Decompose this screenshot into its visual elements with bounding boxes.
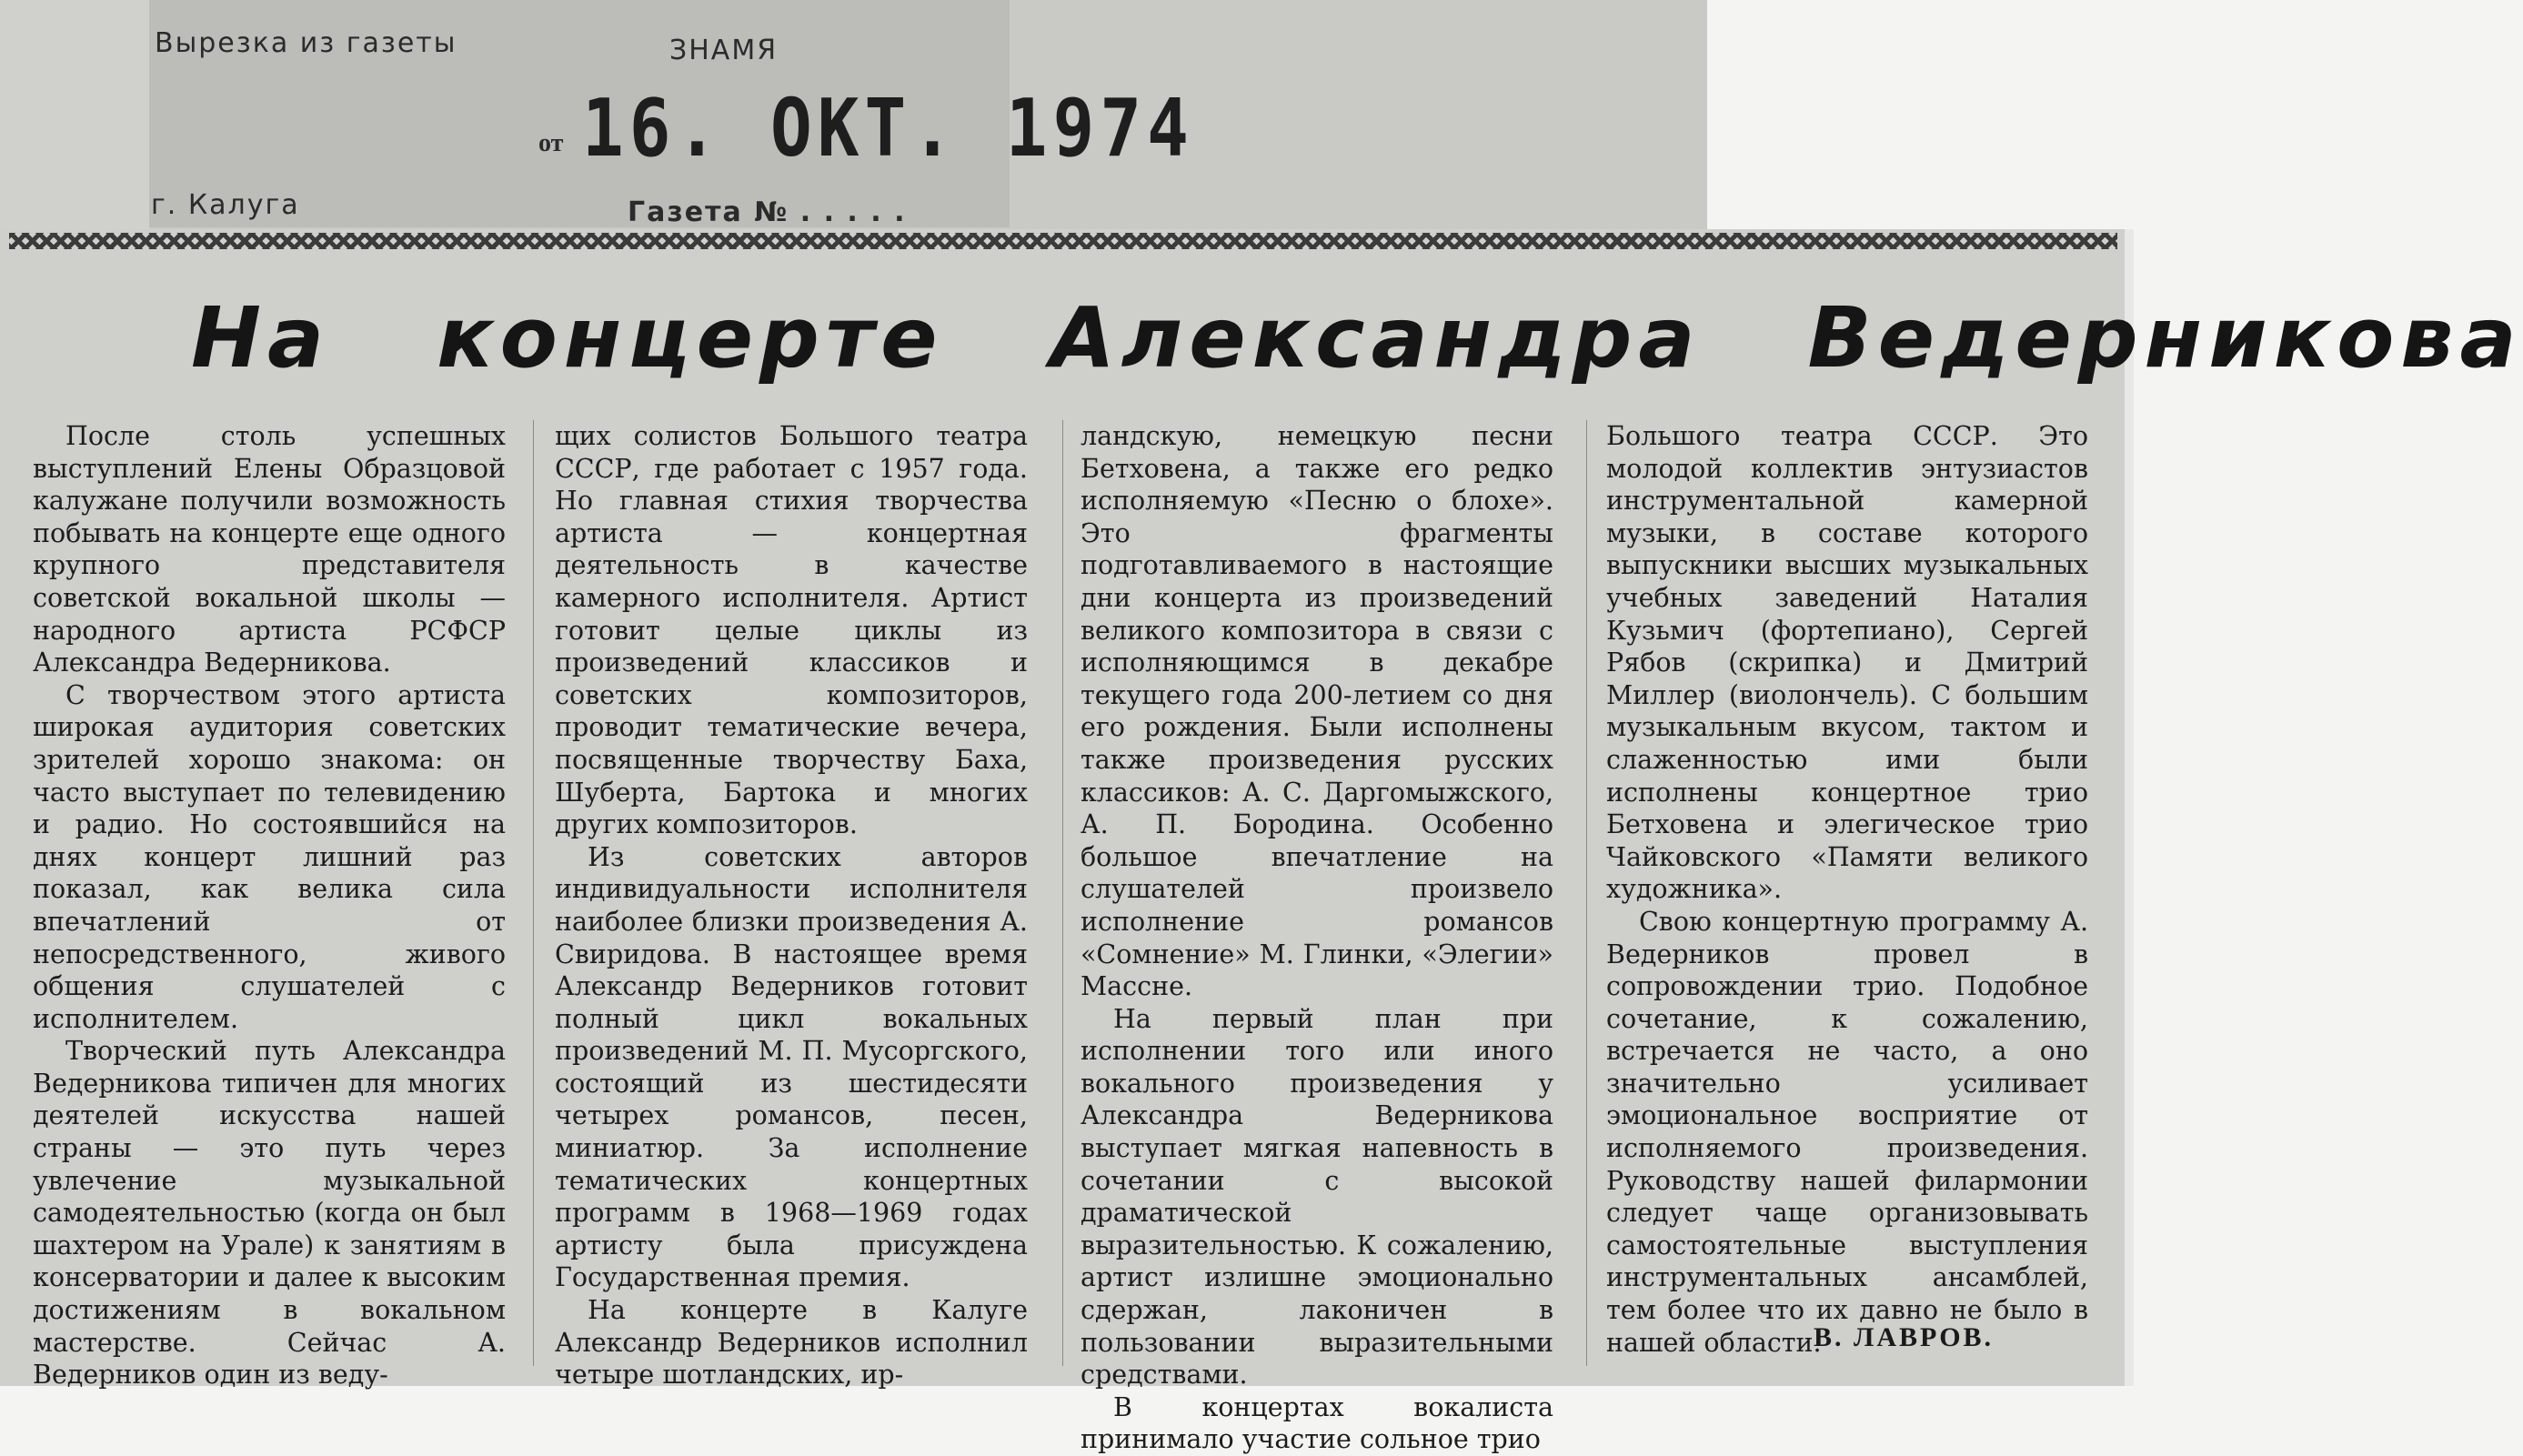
article-column-4 <box>1606 420 2088 1359</box>
paragraph: На концерте в Калуге Александр Ведерников исполнил четыре шотландских, ир- <box>555 1295 1028 1391</box>
date-prefix: от <box>538 129 564 157</box>
paragraph: На первый план при исполнении того или иного вокального произведения у Александра Ведерникова выступает мягкая напевность в сочетании с высокой драматической выразительностью. К сожалению, артист излишне эмоционально сдержан, лаконичен в пользовании выразительными средствами. <box>1081 1003 1553 1391</box>
right-margin <box>2125 229 2134 1386</box>
paragraph: Большого театра СССР. Это молодой коллектив энтузиастов инструментальной камерной музыки, в составе которого выпускники высших музыкальных учебных заведений Наталия Кузьмич (фортепиано), Сергей Рябов (скрипка) и Дмитрий Миллер (виолончель). С большим музыкальным вкусом, тактом и слаженностью ими были исполнены концертное трио Бетховена и элегическое трио Чайковского «Памяти великого художника». <box>1606 421 2088 905</box>
paragraph: Из советских авторов индивидуальности исполнителя наиболее близки произведения А. Свиридова. В настоящее время Александр Ведерников готовит полный цикл вокальных произведений М. П. Мусоргского, состоящий из шестидесяти четырех романсов, песен, миниатюр. За исполнение тематических концертных программ в 1968—1969 годах артисту была присуждена Государственная премия. <box>555 841 1028 1293</box>
paragraph: ландскую, немецкую песни Бетховена, а также его редко исполняемую «Песню о блохе». Это фрагменты подготавливаемого в настоящие дни концерта из произведений великого композитора в связи с исполняющимся в декабре текущего года 200-летием со дня его рождения. Были исполнены также произведения русских классиков: А. С. Даргомыжского, А. П. Бородина. Особенно большое впечатление на слушателей произвело исполнение романсов «Сомнение» М. Глинки, «Элегии» Массне. <box>1081 421 1553 1002</box>
issue-label: Газета № . . . . . <box>628 196 907 228</box>
header-shadow <box>0 0 149 236</box>
article-title: На концерте Александра Ведерникова <box>191 289 2523 387</box>
clipping-label: Вырезка из газеты <box>155 27 457 59</box>
paragraph: С творчеством этого артиста широкая аудитория советских зрителей хорошо знакома: он часто выступает по телевидению и радио. Но состоявшийся на днях концерт лишний раз показал, как велика сила впечатлений от непосредственного, живого общения слушателей с исполнителем. <box>33 679 506 1034</box>
column-rule <box>533 420 534 1366</box>
decorative-border <box>9 233 2117 249</box>
date-stamp: 16. ОКТ. 1974 <box>582 81 1194 175</box>
paragraph: В концертах вокалиста принимало участие сольное трио <box>1081 1391 1553 1455</box>
paragraph: Свою концертную программу А. Ведерников провел в сопровождении трио. Подобное сочетание, к сожалению, встречается не часто, а оно значительно усиливает эмоциональное восприятие от исполняемого произведения. Руководству нашей филармонии следует чаще организовывать самостоятельные выступления инструментальных ансамблей, тем более что их давно не было в нашей области. <box>1606 906 2088 1358</box>
paragraph: После столь успешных выступлений Елены Образцовой калужане получили возможность побывать на концерте еще одного крупного представителя советской вокальной школы — народного артиста РСФСР Александра Ведерникова. <box>33 421 506 678</box>
newspaper-name: ЗНАМЯ <box>669 35 779 66</box>
city-label: г. Калуга <box>151 189 300 221</box>
article-column-1 <box>33 420 506 1391</box>
paragraph: Творческий путь Александра Ведерникова типичен для многих деятелей искусства нашей страны — это путь через увлечение музыкальной самодеятельностью (когда он был шахтером на Урале) к занятиям в консерватории и далее к высоким достижениям в вокальном мастерстве. Сейчас А. Ведерников один из веду- <box>33 1036 506 1391</box>
paragraph: щих солистов Большого театра СССР, где работает с 1957 года. Но главная стихия творчества артиста — концертная деятельность в качестве камерного исполнителя. Артист готовит целые циклы из произведений классиков и советских композиторов, проводит тематические вечера, посвященные творчеству Баха, Шуберта, Бартока и многих других композиторов. <box>555 421 1028 840</box>
column-rule <box>1062 420 1063 1366</box>
article-column-3 <box>1081 420 1553 1456</box>
column-rule <box>1586 420 1587 1366</box>
article-column-2 <box>555 420 1028 1391</box>
author-signature: В. ЛАВРОВ. <box>1814 1322 1995 1352</box>
